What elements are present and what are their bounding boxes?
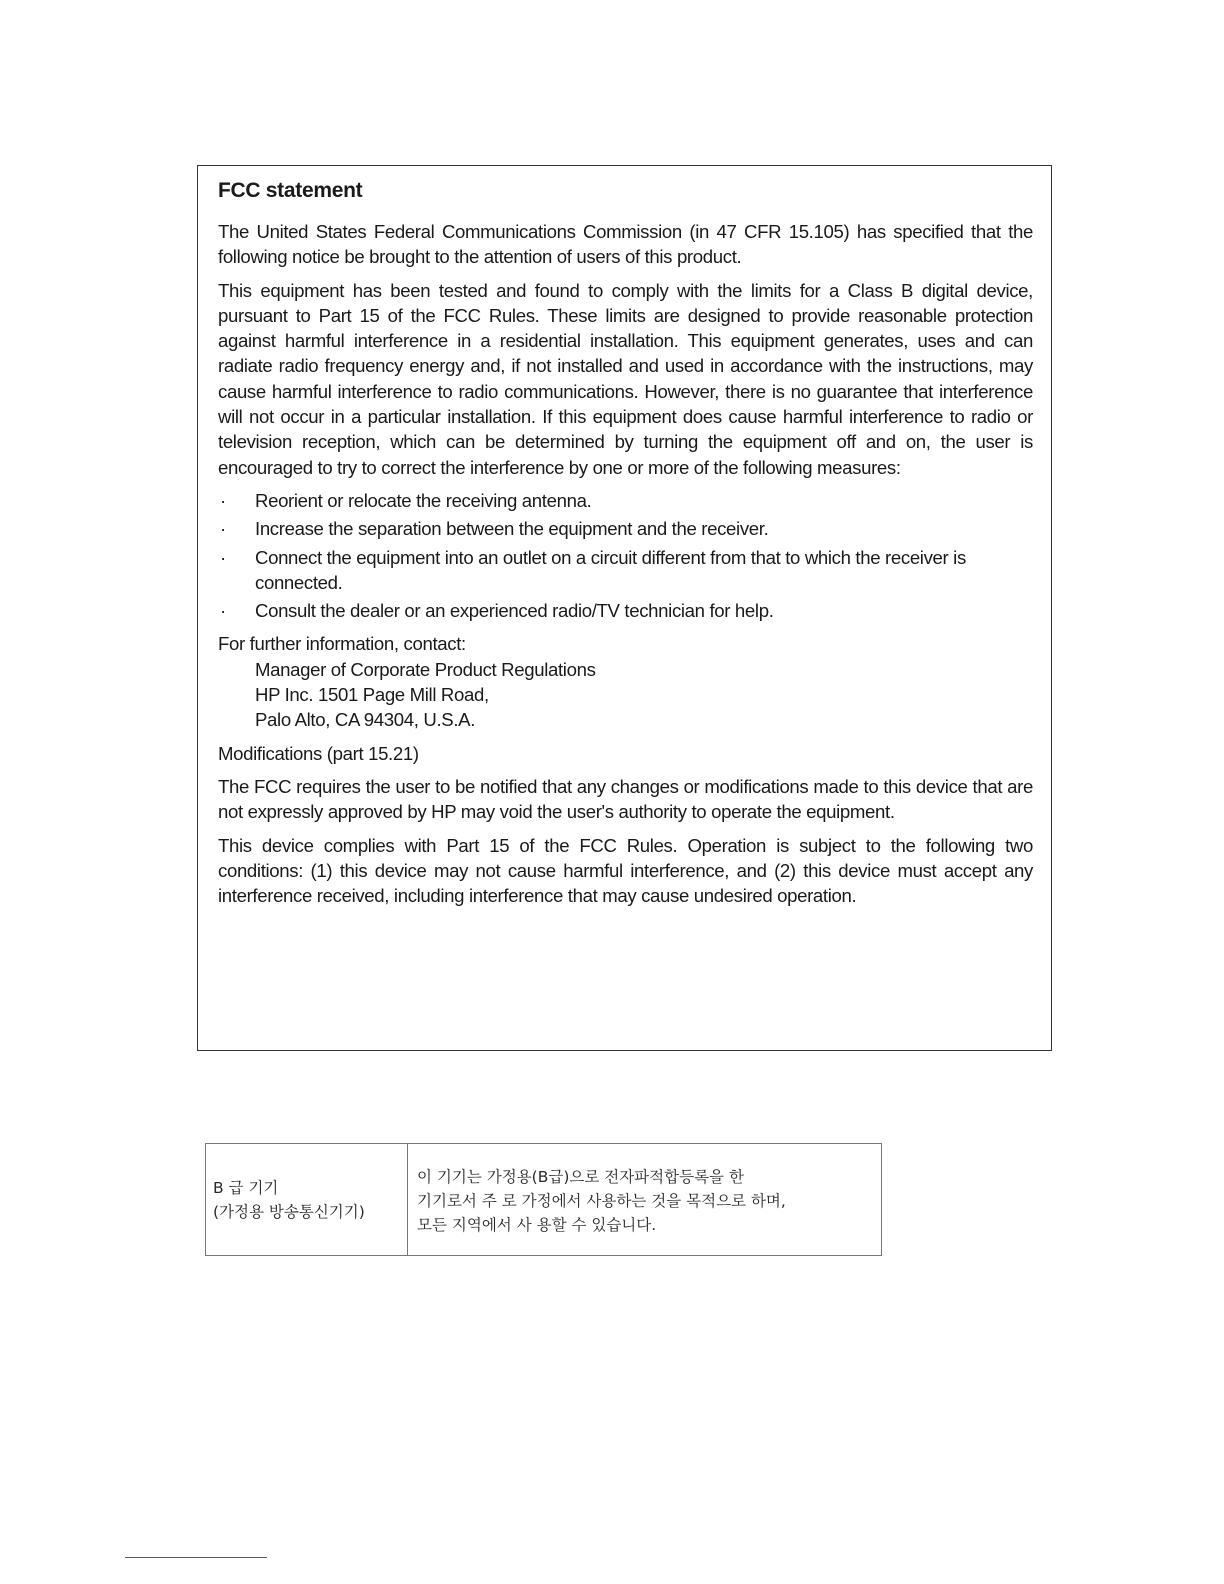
contact-block <box>218 631 1033 732</box>
class-b-sublabel: (가정용 방송통신기기) <box>213 1202 365 1221</box>
modifications-paragraph: The FCC requires the user to be notified that any changes or modifications made to this device that are not expressly approved by HP may void the user's authority to operate the equipment. <box>218 775 1033 823</box>
fcc-intro-paragraph: The United States Federal Communications Commission (in 47 CFR 15.105) has specified that the following notice be brought to the attention of users of this product. <box>218 221 1033 268</box>
bullet-icon: · <box>220 489 226 511</box>
bullet-icon: · <box>220 546 226 568</box>
class-b-label: B 급 기기 <box>213 1178 279 1197</box>
contact-intro: For further information, contact: <box>218 633 466 655</box>
class-b-label-cell <box>206 1144 408 1256</box>
bullet-icon: · <box>220 600 226 622</box>
fcc-statement-box <box>197 165 1052 1051</box>
bullet-icon: · <box>220 518 226 540</box>
list-item <box>218 545 1033 596</box>
list-item-text: Increase the separation between the equipment and the receiver. <box>255 518 769 540</box>
list-item-text: Reorient or relocate the receiving antenna. <box>255 489 592 511</box>
modifications-heading: Modifications (part 15.21) <box>218 742 419 764</box>
measures-list <box>218 488 1033 623</box>
contact-line: Palo Alto, CA 94304, U.S.A. <box>255 709 476 731</box>
class-b-description-line: 모든 지역에서 사 용할 수 있습니다. <box>417 1215 657 1234</box>
list-item-text: Consult the dealer or an experienced radio/TV technician for help. <box>255 600 774 622</box>
class-b-description-line: 이 기기는 가정용(B급)으로 전자파적합등록을 한 <box>417 1167 744 1186</box>
list-item <box>218 598 1033 623</box>
table-row <box>206 1144 882 1256</box>
list-item <box>218 488 1033 513</box>
contact-line: HP Inc. 1501 Page Mill Road, <box>255 684 489 706</box>
list-item-text: Connect the equipment into an outlet on a circuit different from that to which the receiver is connected. <box>255 546 966 593</box>
class-b-description-line: 기기로서 주 로 가정에서 사용하는 것을 목적으로 하며, <box>417 1191 786 1210</box>
list-item <box>218 516 1033 541</box>
class-b-description-cell <box>408 1144 882 1256</box>
compliance-paragraph: This device complies with Part 15 of the FCC Rules. Operation is subject to the following two conditions: (1) this device may not cause harmful interference, and (2) this device must accept any interference received, including interference that may cause undesired operation. <box>218 834 1033 907</box>
footnote-separator <box>125 1557 267 1558</box>
korea-class-b-table <box>205 1143 882 1256</box>
fcc-statement-title: FCC statement <box>218 179 363 202</box>
fcc-body-paragraph: This equipment has been tested and found to comply with the limits for a Class B digital device, pursuant to Part 15 of the FCC Rules. These limits are designed to provide reasonable protection against harmful interference in a residential installation. This equipment generates, uses and can radiate radio frequency energy and, if not installed and used in accordance with the instructions, may cause harmful interference to radio communications. However, there is no guarantee that interference will not occur in a particular installation. If this equipment does cause harmful interference to radio or television reception, which can be determined by turning the equipment off and on, the user is encouraged to try to correct the interference by one or more of the following measures: <box>218 279 1033 478</box>
contact-line: Manager of Corporate Product Regulations <box>255 658 596 680</box>
